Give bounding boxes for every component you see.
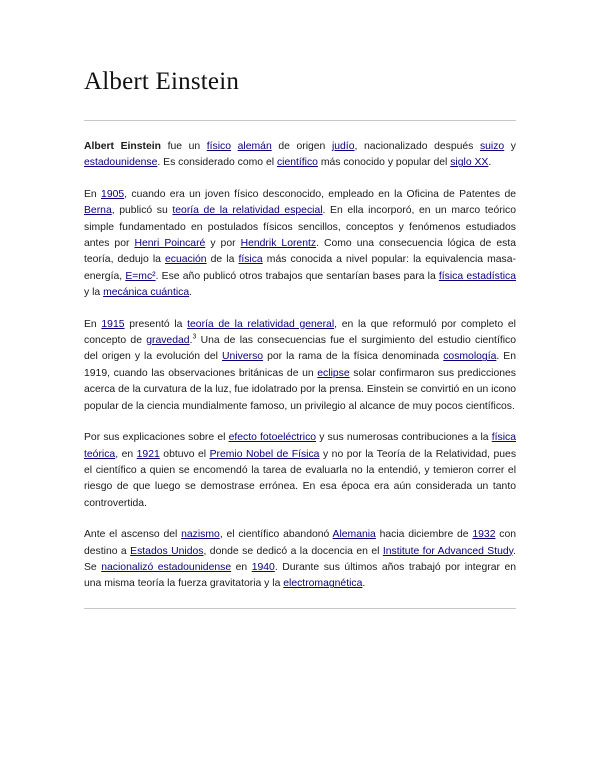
link-relatividad-especial[interactable]: teoría de la relatividad especial — [172, 205, 323, 217]
text-span: . Durante sus últimos años trabajó por integrar en una misma teoría la fuerza gravitatoria y la — [84, 561, 517, 590]
text-span: , el científico abandonó — [219, 529, 333, 541]
link-electromagnetica[interactable]: electromagnética — [283, 578, 363, 590]
link-1932[interactable]: 1932 — [472, 529, 496, 541]
link-fisica-estadistica[interactable]: física estadística — [438, 270, 516, 282]
link-suizo[interactable]: suizo — [479, 141, 505, 152]
footnote-ref[interactable]: 3 — [192, 333, 197, 341]
text-span: y no por la Teoría de la Relatividad, pues el científico a quien se encomendó la tarea de evaluarla no la entendió, y temieron correr el riesgo de que luego se demostrase errónea. En esa época era aún considerada un tanto controvertida. — [84, 448, 517, 509]
text-span: . — [189, 287, 193, 299]
text-span: en — [231, 561, 252, 573]
text-span: Una de las consecuencias fue el surgimiento del estudio científico del origen y la evolución del — [84, 335, 516, 363]
link-ecuacion[interactable]: ecuación — [164, 254, 207, 266]
text-span: , en la que reformuló por completo el concepto de — [84, 318, 516, 347]
article-body — [84, 139, 516, 593]
page-title: Albert Einstein — [84, 68, 240, 95]
text-span: . Es considerado como el — [157, 157, 277, 169]
text-span: En — [84, 188, 102, 200]
text-span: más conocida a nivel popular: la equivalencia masa-energía, — [84, 254, 516, 282]
link-alemania[interactable]: Alemania — [332, 529, 376, 541]
link-fisica-teorica[interactable]: física teórica — [84, 432, 517, 460]
text-span: . Como una consecuencia lógica de esta teoría, dedujo la — [84, 238, 516, 266]
text-span: presentó la — [124, 318, 188, 330]
text-span: obtuvo el — [159, 448, 210, 460]
paragraph-1915 — [84, 317, 516, 415]
text-span: hacia diciembre de — [375, 529, 473, 541]
text-span: de la — [206, 254, 239, 266]
text-span: . — [189, 335, 193, 347]
paragraph-exile — [84, 527, 516, 593]
link-poincare[interactable]: Henri Poincaré — [134, 238, 206, 250]
link-1905[interactable]: 1905 — [101, 188, 125, 200]
paragraph-intro — [84, 139, 516, 172]
text-span — [231, 141, 238, 152]
text-span: más conocido y popular del — [317, 157, 451, 169]
text-span: y la — [84, 287, 104, 299]
text-span: Por sus explicaciones sobre el — [84, 432, 229, 444]
text-span: . En ella incorporó, en un marco teórico simple fundamentado en postulados físicos sencillos, conceptos y fenómenos estudiados antes por — [84, 205, 517, 250]
link-fisico[interactable]: físico — [206, 141, 232, 152]
text-span: y por — [205, 238, 241, 250]
text-span: fue un — [161, 141, 207, 152]
link-estados-unidos[interactable]: Estados Unidos — [130, 545, 204, 557]
link-siglo-xx[interactable]: siglo XX — [450, 157, 489, 169]
paragraph-1905 — [84, 187, 516, 302]
link-emc2[interactable]: E=mc² — [125, 270, 156, 282]
title-divider — [84, 120, 516, 121]
text-span: , publicó su — [111, 205, 173, 217]
text-span: por la rama de la física denominada — [263, 351, 444, 363]
text-span: . Ese año publicó otros trabajos que sentarían bases para la — [155, 270, 439, 282]
link-institute-advanced-study[interactable]: Institute for Advanced Study — [382, 545, 514, 557]
link-lorentz[interactable]: Hendrik Lorentz — [240, 238, 317, 250]
link-aleman[interactable]: alemán — [237, 141, 272, 152]
link-estadounidense[interactable]: estadounidense — [84, 157, 158, 169]
link-nacionalizo[interactable]: nacionalizó estadounidense — [101, 561, 232, 573]
text-span: , cuando era un joven físico desconocido, empleado en la Oficina de Patentes de — [124, 188, 516, 200]
link-judio[interactable]: judío — [331, 141, 355, 152]
text-span: solar confirmaron sus predicciones acerca de la curvatura de la luz, fue idolatrado por la prensa. Einstein se convirtió en un icono popular de la ciencia mundialmente famoso, un privilegio al alcance de muy pocos científicos. — [84, 367, 516, 412]
paragraph-nobel — [84, 430, 516, 512]
text-span: y — [504, 141, 516, 152]
document-page — [84, 66, 516, 609]
text-span: , en — [115, 448, 137, 460]
link-eclipse[interactable]: eclipse — [317, 367, 350, 379]
link-relatividad-general[interactable]: teoría de la relatividad general — [187, 318, 335, 330]
link-universo[interactable]: Universo — [222, 351, 264, 363]
link-1915[interactable]: 1915 — [101, 318, 125, 330]
link-nazismo[interactable]: nazismo — [181, 529, 220, 541]
link-1940[interactable]: 1940 — [251, 561, 275, 573]
text-span: . — [488, 157, 492, 169]
link-1921[interactable]: 1921 — [136, 448, 160, 460]
link-cosmologia[interactable]: cosmología — [443, 351, 497, 363]
text-span: En — [84, 318, 102, 330]
link-cientifico[interactable]: científico — [276, 157, 318, 169]
subject-name: Albert Einstein — [84, 141, 162, 152]
text-span: y sus numerosas contribuciones a la — [316, 432, 492, 444]
text-span: . En 1919, cuando las observaciones británicas de un — [84, 351, 517, 379]
link-berna[interactable]: Berna — [84, 205, 112, 217]
link-mecanica-cuantica[interactable]: mecánica cuántica — [103, 287, 190, 299]
footer-divider — [84, 608, 516, 609]
text-span: , donde se dedicó a la docencia en el — [203, 545, 383, 557]
text-span: de origen — [271, 141, 332, 152]
text-span: . — [362, 578, 366, 590]
text-span: Ante el ascenso del — [84, 529, 182, 541]
link-efecto-fotoelectrico[interactable]: efecto fotoeléctrico — [228, 432, 317, 444]
link-gravedad[interactable]: gravedad — [146, 335, 190, 347]
text-span: . Se — [84, 545, 516, 573]
link-fisica[interactable]: física — [238, 254, 263, 266]
text-span: con destino a — [84, 529, 517, 557]
link-premio-nobel[interactable]: Premio Nobel de Física — [209, 448, 320, 460]
text-span: , nacionalizado después — [354, 141, 480, 152]
